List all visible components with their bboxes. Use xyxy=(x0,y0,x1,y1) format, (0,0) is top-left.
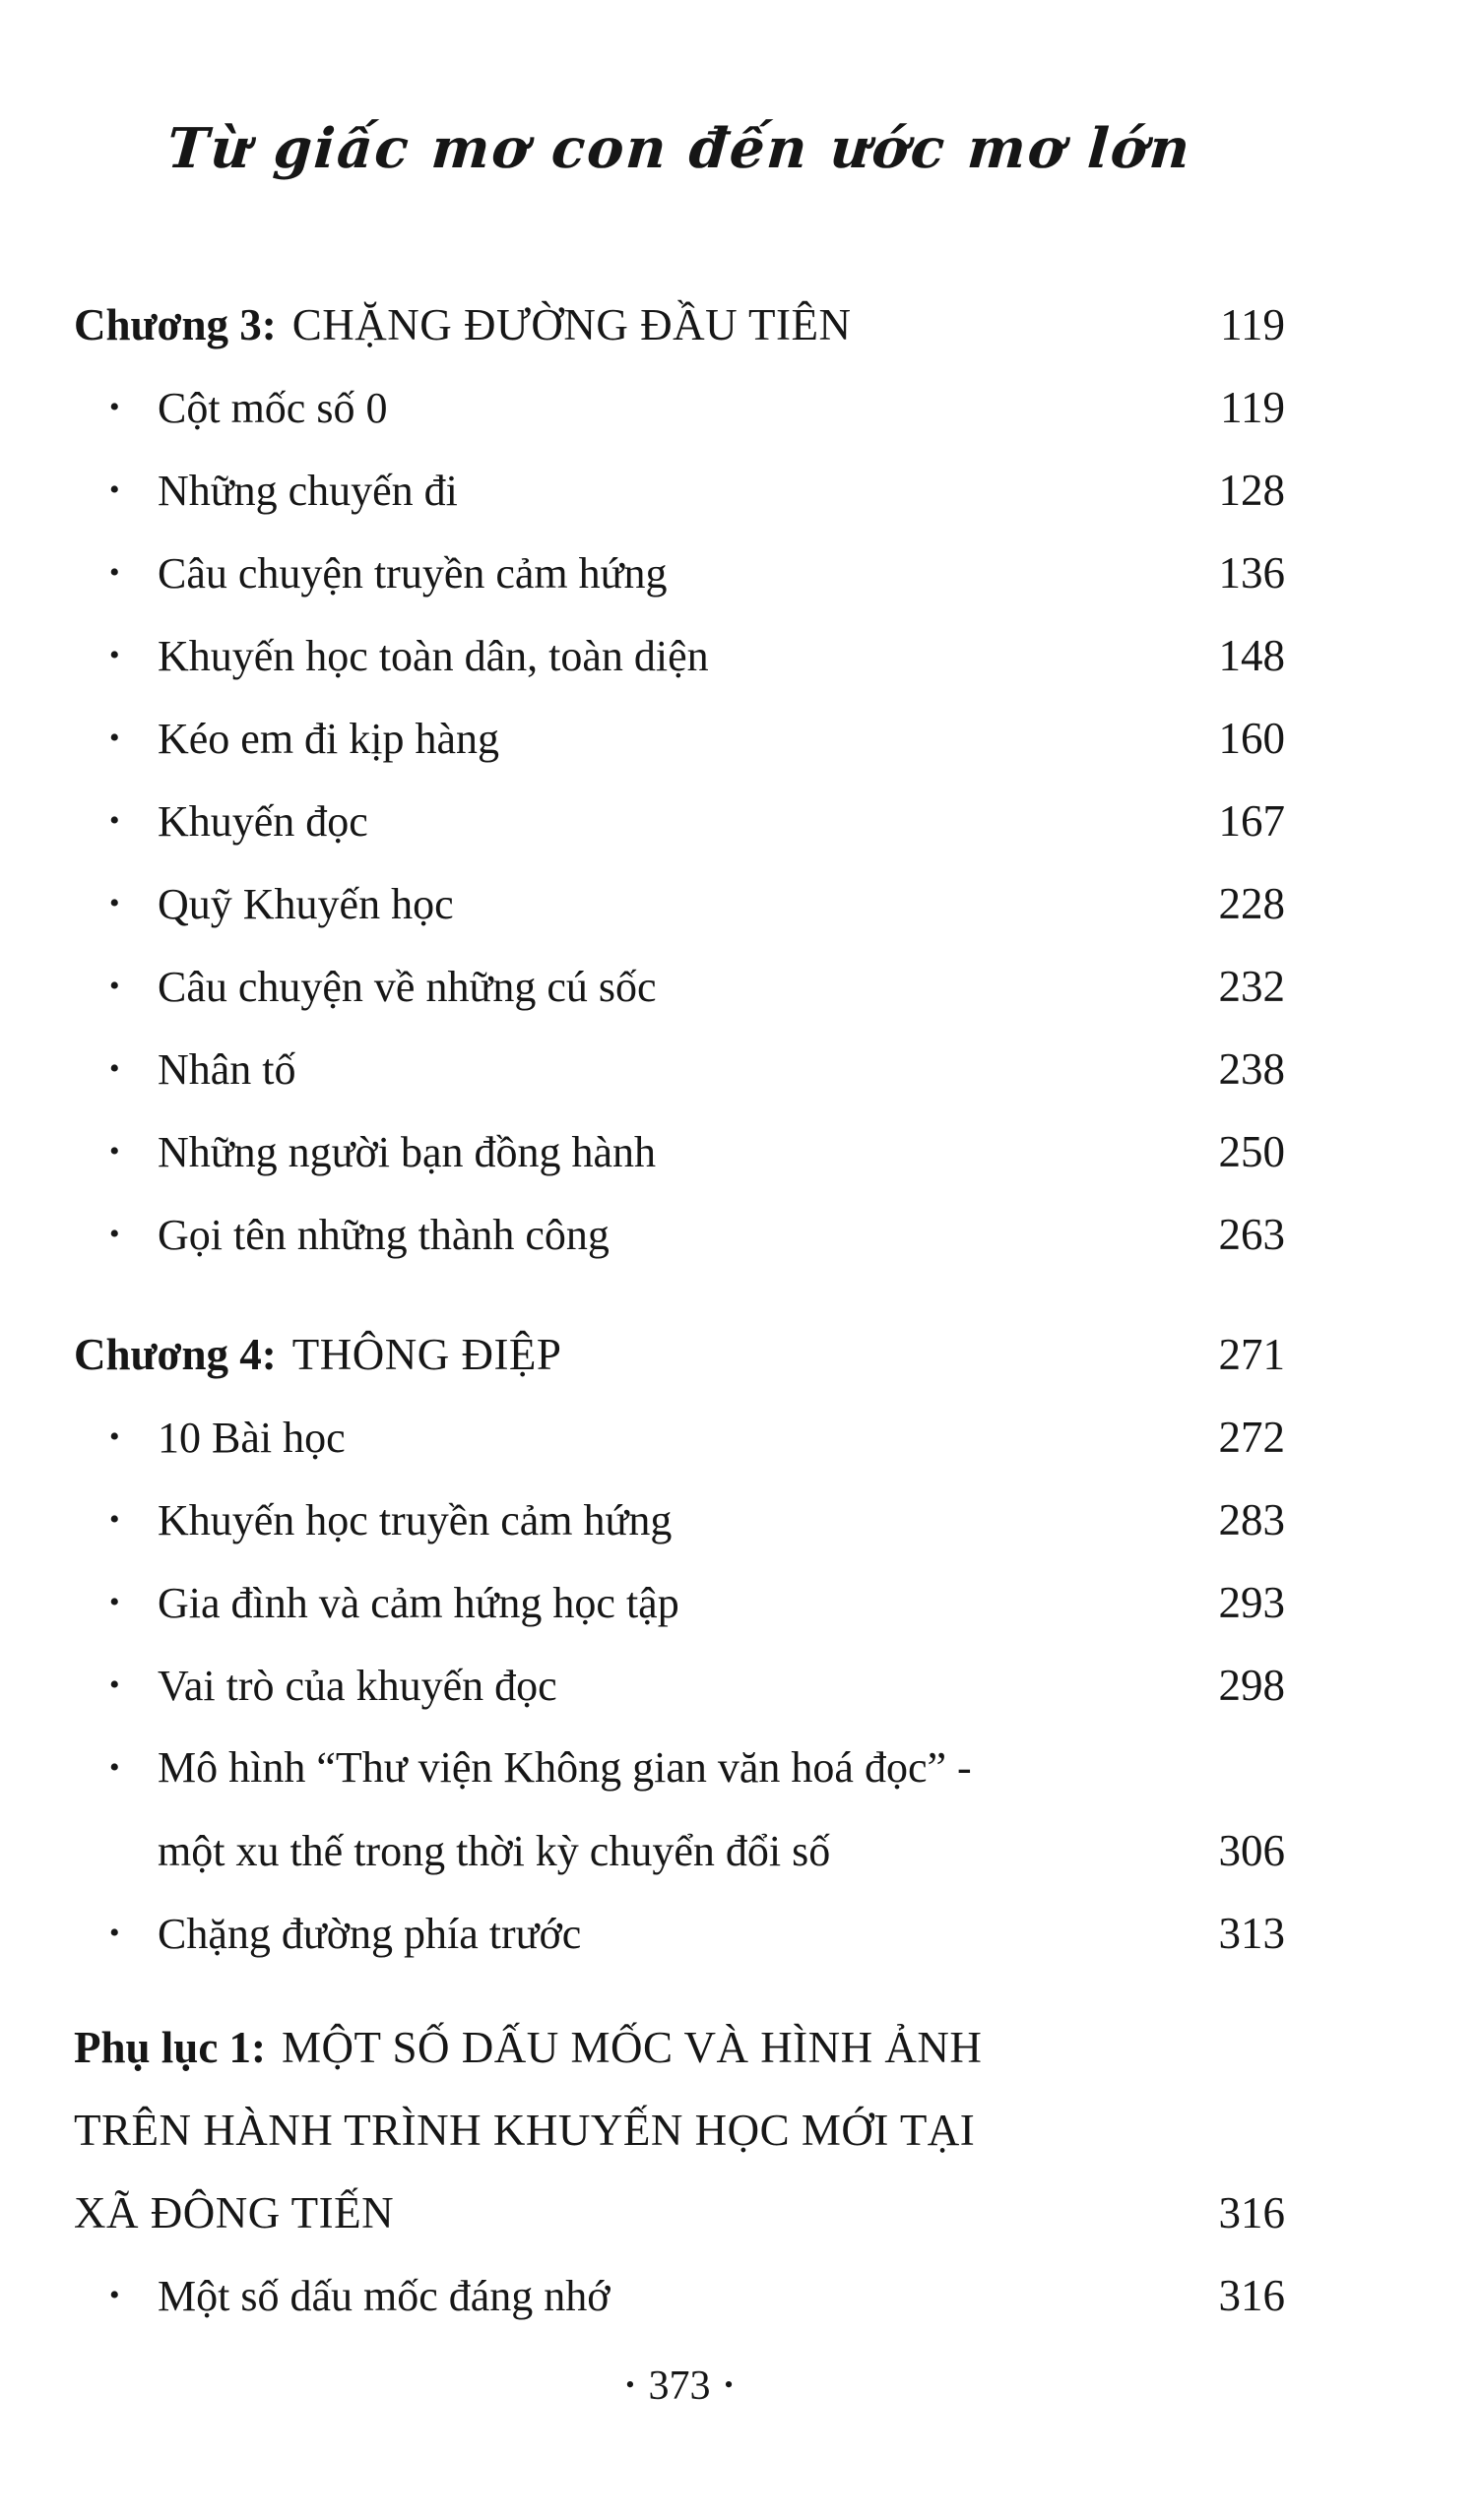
toc-entry xyxy=(74,2254,1285,2337)
bullet-icon: • xyxy=(109,473,120,506)
running-header-title: Từ giấc mơ con đến ước mơ lớn xyxy=(164,116,1194,181)
toc-entry xyxy=(74,1110,1285,1193)
entry-title: Câu chuyện truyền cảm hứng xyxy=(158,549,668,598)
section-heading-appendix-1-line-1 xyxy=(74,2006,1285,2089)
entry-title: Chặng đường phía trước xyxy=(158,1910,582,1958)
section-title: CHẶNG ĐƯỜNG ĐẦU TIÊN xyxy=(291,300,852,349)
entry-title: Khuyến đọc xyxy=(158,797,368,846)
page-number: 298 xyxy=(1218,1661,1285,1710)
entry-title: Khuyến học toàn dân, toàn diện xyxy=(158,632,709,680)
page-number: 263 xyxy=(1218,1210,1285,1259)
entry-title: Gọi tên những thành công xyxy=(158,1211,610,1259)
footer-dot-icon: • xyxy=(625,2370,635,2399)
entry-title: 10 Bài học xyxy=(158,1414,346,1462)
section-heading-chapter-4 xyxy=(74,1313,1285,1396)
bullet-icon: • xyxy=(109,639,120,671)
toc-entry xyxy=(74,366,1285,449)
page-number: 119 xyxy=(1220,300,1285,349)
section-title: THÔNG ĐIỆP xyxy=(291,1330,562,1379)
bullet-icon: • xyxy=(109,556,120,589)
page-number: 160 xyxy=(1218,714,1285,763)
toc-entry xyxy=(74,1561,1285,1644)
bullet-icon: • xyxy=(109,1052,120,1085)
section-title-continued: TRÊN HÀNH TRÌNH KHUYẾN HỌC MỚI TẠI xyxy=(74,2106,976,2155)
bullet-icon: • xyxy=(109,1420,120,1453)
toc-entry xyxy=(74,1479,1285,1561)
toc-entry xyxy=(74,697,1285,780)
page-number: 271 xyxy=(1218,1330,1285,1379)
entry-title: Câu chuyện về những cú sốc xyxy=(158,963,657,1011)
bullet-icon: • xyxy=(109,391,120,423)
entry-title: Khuyến học truyền cảm hứng xyxy=(158,1496,673,1544)
entry-title: Gia đình và cảm hứng học tập xyxy=(158,1579,679,1627)
page-number: 136 xyxy=(1218,548,1285,598)
entry-title: Vai trò của khuyến đọc xyxy=(158,1662,557,1710)
bullet-icon: • xyxy=(109,1503,120,1536)
toc-entry-wrapped-line-2 xyxy=(74,1809,1285,1892)
footer-page-number: 373 xyxy=(648,2363,711,2409)
entry-title: Nhân tố xyxy=(158,1045,296,1094)
toc-entry xyxy=(74,449,1285,532)
section-title-continued: XÃ ĐÔNG TIẾN xyxy=(74,2188,395,2237)
bullet-icon: • xyxy=(109,2279,120,2311)
page-number: 250 xyxy=(1218,1127,1285,1176)
page-number: 313 xyxy=(1218,1909,1285,1958)
page-number: 283 xyxy=(1218,1495,1285,1544)
bullet-icon: • xyxy=(109,1218,120,1250)
toc-entry xyxy=(74,1644,1285,1727)
page-number: 306 xyxy=(1218,1826,1285,1875)
section-heading-appendix-1-line-3 xyxy=(74,2172,1285,2254)
table-of-contents xyxy=(74,284,1285,2337)
page-number: 238 xyxy=(1218,1044,1285,1094)
bullet-icon: • xyxy=(109,1669,120,1701)
bullet-icon: • xyxy=(109,970,120,1002)
section-title: MỘT SỐ DẤU MỐC VÀ HÌNH ẢNH xyxy=(282,2023,983,2072)
page-number: 148 xyxy=(1218,631,1285,680)
toc-entry xyxy=(74,862,1285,945)
section-label: Phụ lục 1: xyxy=(74,2023,267,2072)
toc-entry-wrapped-line-1 xyxy=(74,1727,1285,1809)
page-number: 232 xyxy=(1218,962,1285,1011)
page-number: 316 xyxy=(1218,2271,1285,2320)
bullet-icon: • xyxy=(109,804,120,837)
page-number: 228 xyxy=(1218,879,1285,928)
section-label: Chương 3: xyxy=(74,300,277,349)
bullet-icon: • xyxy=(109,1917,120,1949)
entry-title: Cột mốc số 0 xyxy=(158,384,388,432)
section-heading-appendix-1-line-2 xyxy=(74,2089,1285,2172)
page-number: 272 xyxy=(1218,1413,1285,1462)
toc-entry xyxy=(74,1396,1285,1479)
bullet-icon: • xyxy=(109,1135,120,1167)
bullet-icon: • xyxy=(109,722,120,754)
toc-entry xyxy=(74,532,1285,614)
section-label: Chương 4: xyxy=(74,1330,277,1379)
toc-entry xyxy=(74,1028,1285,1110)
entry-title: Kéo em đi kịp hàng xyxy=(158,715,500,763)
page-number: 167 xyxy=(1218,796,1285,846)
entry-title: Mô hình “Thư viện Không gian văn hoá đọc” - xyxy=(158,1743,972,1792)
page-footer xyxy=(74,2361,1285,2411)
page-number: 316 xyxy=(1218,2188,1285,2237)
section-heading-chapter-3 xyxy=(74,284,1285,366)
bullet-icon: • xyxy=(109,1751,120,1784)
toc-entry xyxy=(74,1193,1285,1276)
entry-title-continued: một xu thế trong thời kỳ chuyển đổi số xyxy=(158,1827,831,1875)
toc-entry xyxy=(74,1892,1285,1975)
bullet-icon: • xyxy=(109,1586,120,1618)
page-number: 119 xyxy=(1220,383,1285,432)
toc-entry xyxy=(74,614,1285,697)
page-number: 128 xyxy=(1218,466,1285,515)
toc-entry xyxy=(74,945,1285,1028)
toc-entry xyxy=(74,780,1285,862)
footer-dot-icon: • xyxy=(724,2370,734,2399)
entry-title: Những người bạn đồng hành xyxy=(158,1128,657,1176)
bullet-icon: • xyxy=(109,887,120,919)
entry-title: Quỹ Khuyến học xyxy=(158,880,454,928)
entry-title: Một số dấu mốc đáng nhớ xyxy=(158,2272,611,2320)
page-number: 293 xyxy=(1218,1578,1285,1627)
entry-title: Những chuyến đi xyxy=(158,467,458,515)
